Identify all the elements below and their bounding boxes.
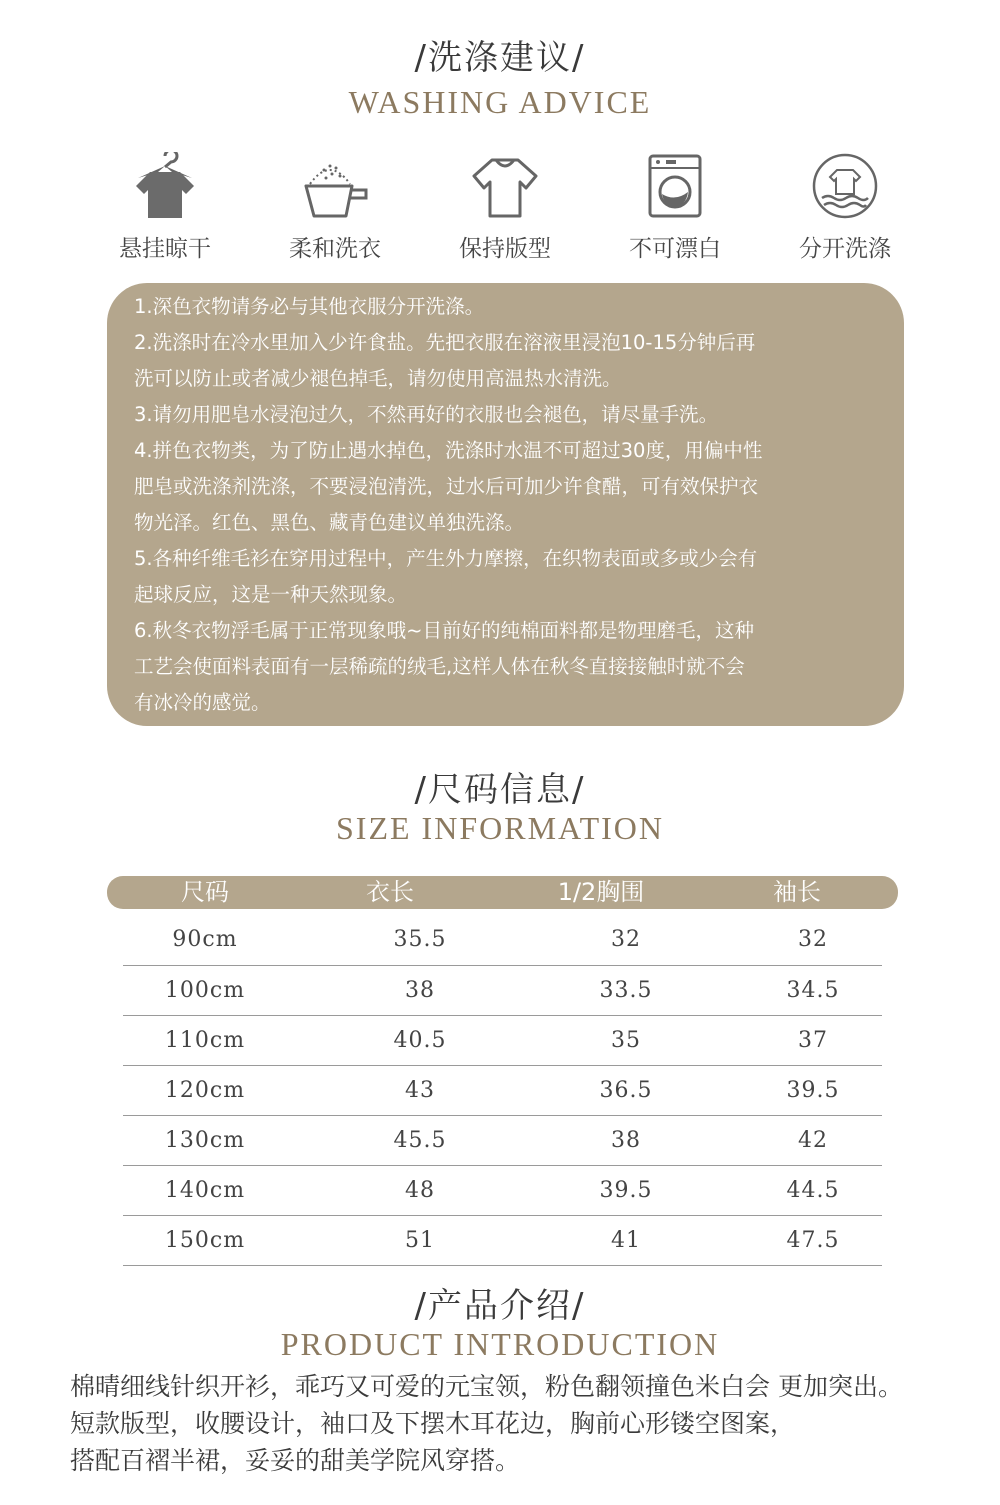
care-label-gentle-wash: 柔和洗衣 <box>289 236 381 262</box>
separate-wash-icon <box>810 152 880 220</box>
shirt-outline-icon <box>470 152 540 220</box>
table-cell: 43 <box>405 1078 435 1103</box>
table-row <box>123 1116 882 1166</box>
table-row <box>123 1066 882 1116</box>
table-cell: 41 <box>611 1228 641 1253</box>
care-icons <box>80 152 940 272</box>
table-cell: 38 <box>405 978 435 1003</box>
advice-line: 起球反应，这是一种天然现象。 <box>134 583 408 606</box>
care-item-keep-shape <box>420 152 590 263</box>
care-item-gentle-wash <box>250 152 420 263</box>
advice-line: 工艺会使面料表面有一层稀疏的绒毛,这样人体在秋冬直接接触时就不会 <box>134 655 745 678</box>
hanging-shirt-icon <box>130 152 200 220</box>
advice-line: 洗可以防止或者减少褪色掉毛，请勿使用高温热水清洗。 <box>134 367 622 390</box>
advice-line: 物光泽。红色、黑色、藏青色建议单独洗涤。 <box>134 511 525 534</box>
size-title-en: SIZE INFORMATION <box>336 810 664 846</box>
table-cell: 45.5 <box>393 1128 447 1153</box>
table-cell: 32 <box>798 927 828 952</box>
table-row <box>123 1016 882 1066</box>
detergent-scoop-icon <box>300 152 370 220</box>
advice-line: 1.深色衣物请务必与其他衣服分开洗涤。 <box>134 295 485 318</box>
table-cell: 40.5 <box>393 1028 447 1053</box>
advice-line: 4.拼色衣物类，为了防止遇水掉色，洗涤时水温不可超过30度，用偏中性 <box>134 439 763 462</box>
care-item-hang-dry <box>80 152 250 263</box>
product-line: 短款版型，收腰设计，袖口及下摆木耳花边，胸前心形镂空图案， <box>70 1409 796 1438</box>
table-cell: 140cm <box>164 1178 246 1203</box>
product-description <box>70 1368 995 1479</box>
advice-line: 6.秋冬衣物浮毛属于正常现象哦~目前好的纯棉面料都是物理磨毛，这种 <box>134 619 754 642</box>
table-row <box>123 966 882 1016</box>
table-cell: 48 <box>405 1178 435 1203</box>
header-sleeve: 袖长 <box>773 878 821 906</box>
table-cell: 110cm <box>164 1028 246 1053</box>
table-cell: 130cm <box>164 1128 246 1153</box>
care-item-no-bleach <box>590 152 760 263</box>
table-cell: 150cm <box>164 1228 246 1253</box>
care-label-separate-wash: 分开洗涤 <box>799 236 891 262</box>
header-size: 尺码 <box>181 878 229 906</box>
product-line: 搭配百褶半裙，妥妥的甜美学院风穿搭。 <box>70 1446 521 1475</box>
table-cell: 38 <box>611 1128 641 1153</box>
table-cell: 37 <box>798 1028 828 1053</box>
washing-machine-icon <box>640 152 710 220</box>
advice-line: 有冰冷的感觉。 <box>134 691 271 714</box>
size-table <box>107 876 898 1266</box>
table-cell: 35.5 <box>393 927 447 952</box>
washing-title-cn: /洗涤建议/ <box>414 38 586 78</box>
header-length: 衣长 <box>366 878 414 906</box>
table-cell: 120cm <box>164 1078 246 1103</box>
table-cell: 33.5 <box>599 978 653 1003</box>
advice-line: 5.各种纤维毛衫在穿用过程中，产生外力摩擦，在织物表面或多或少会有 <box>134 547 758 570</box>
care-item-separate-wash <box>760 152 930 263</box>
care-label-keep-shape: 保持版型 <box>459 236 551 262</box>
table-cell: 42 <box>798 1128 828 1153</box>
care-label-hang-dry: 悬挂晾干 <box>119 236 211 262</box>
table-cell: 36.5 <box>599 1078 653 1103</box>
washing-title-en: WASHING ADVICE <box>348 84 652 120</box>
table-cell: 32 <box>611 927 641 952</box>
table-cell: 35 <box>611 1028 641 1053</box>
product-title-cn: /产品介绍/ <box>414 1286 586 1326</box>
table-cell: 44.5 <box>786 1178 840 1203</box>
table-cell: 39.5 <box>786 1078 840 1103</box>
table-cell: 51 <box>405 1228 435 1253</box>
care-label-no-bleach: 不可漂白 <box>629 236 721 262</box>
advice-line: 3.请勿用肥皂水浸泡过久，不然再好的衣服也会褪色，请尽量手洗。 <box>134 403 719 426</box>
table-row <box>123 909 882 966</box>
product-line: 棉晴细线针织开衫，乖巧又可爱的元宝领，粉色翻领撞色米白会 更加突出。 <box>70 1372 903 1401</box>
table-cell: 47.5 <box>786 1228 840 1253</box>
table-cell: 90cm <box>172 927 238 952</box>
table-row <box>123 1216 882 1266</box>
table-cell: 39.5 <box>599 1178 653 1203</box>
size-table-header <box>107 876 898 909</box>
advice-line: 2.洗涤时在冷水里加入少许食盐。先把衣服在溶液里浸泡10-15分钟后再 <box>134 331 756 354</box>
table-cell: 34.5 <box>786 978 840 1003</box>
table-row <box>123 1166 882 1216</box>
header-half-chest: 1/2胸围 <box>557 878 645 906</box>
product-title-en: PRODUCT INTRODUCTION <box>280 1326 720 1362</box>
table-cell: 100cm <box>164 978 246 1003</box>
advice-text <box>134 289 894 721</box>
size-title-cn: /尺码信息/ <box>414 770 586 810</box>
advice-line: 肥皂或洗涤剂洗涤，不要浸泡清洗，过水后可加少许食醋，可有效保护衣 <box>134 475 759 498</box>
